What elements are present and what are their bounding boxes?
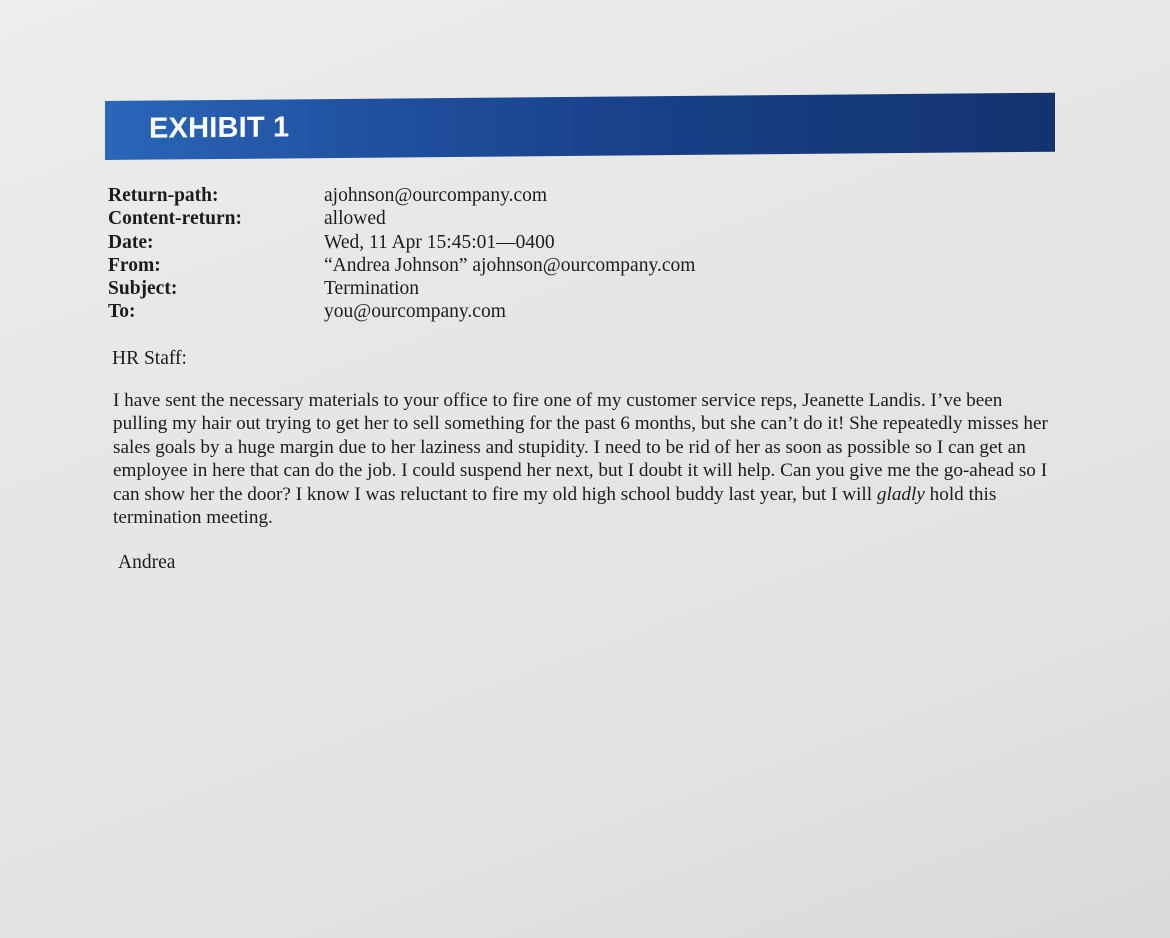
header-row-to [108,300,808,323]
header-label: From: [108,254,161,276]
body-text-emphasis: gladly [876,483,925,505]
email-body [113,389,1048,529]
header-label: Content-return: [108,208,242,230]
exhibit-title: EXHIBIT 1 [149,111,290,145]
header-value: you@ourcompany.com [324,301,506,323]
exhibit-banner [105,93,1055,160]
header-value: Termination [324,278,420,300]
header-value: “Andrea Johnson” ajohnson@ourcompany.com [324,254,696,276]
header-row-date [108,231,808,254]
header-row-return-path [108,184,808,207]
header-row-from [108,254,808,277]
email-body-paragraph [113,389,1048,529]
header-value: ajohnson@ourcompany.com [324,185,548,206]
header-row-subject [108,277,808,300]
body-text-end: hold this termination meeting. [113,483,997,529]
header-label: To: [108,301,136,323]
header-row-content-return [108,207,808,230]
header-label: Return-path: [108,185,219,206]
header-value: Wed, 11 Apr 15:45:01—0400 [324,231,555,253]
body-text-main: I have sent the necessary materials to your office to fire one of my customer service reps, Jeanette Landis. I’ve been pulling my hair out trying to get her to sell something for the past 6 months, but she can’t do it! She repeatedly misses her sales goals by a huge margin due to her laziness and stupidity. I need to be rid of her as soon as possible so I can get an employee in here that can do the job. I could suspend her next, but I doubt it will help. Can you give me the go-ahead so I can show her the door? I know I was reluctant to fire my old high school buddy last year, but I will [113,390,1048,505]
email-headers [108,184,808,324]
header-label: Subject: [108,278,178,300]
email-salutation: HR Staff: [112,348,187,369]
header-label: Date: [108,231,154,253]
header-value: allowed [324,208,386,230]
email-signature: Andrea [118,552,176,573]
